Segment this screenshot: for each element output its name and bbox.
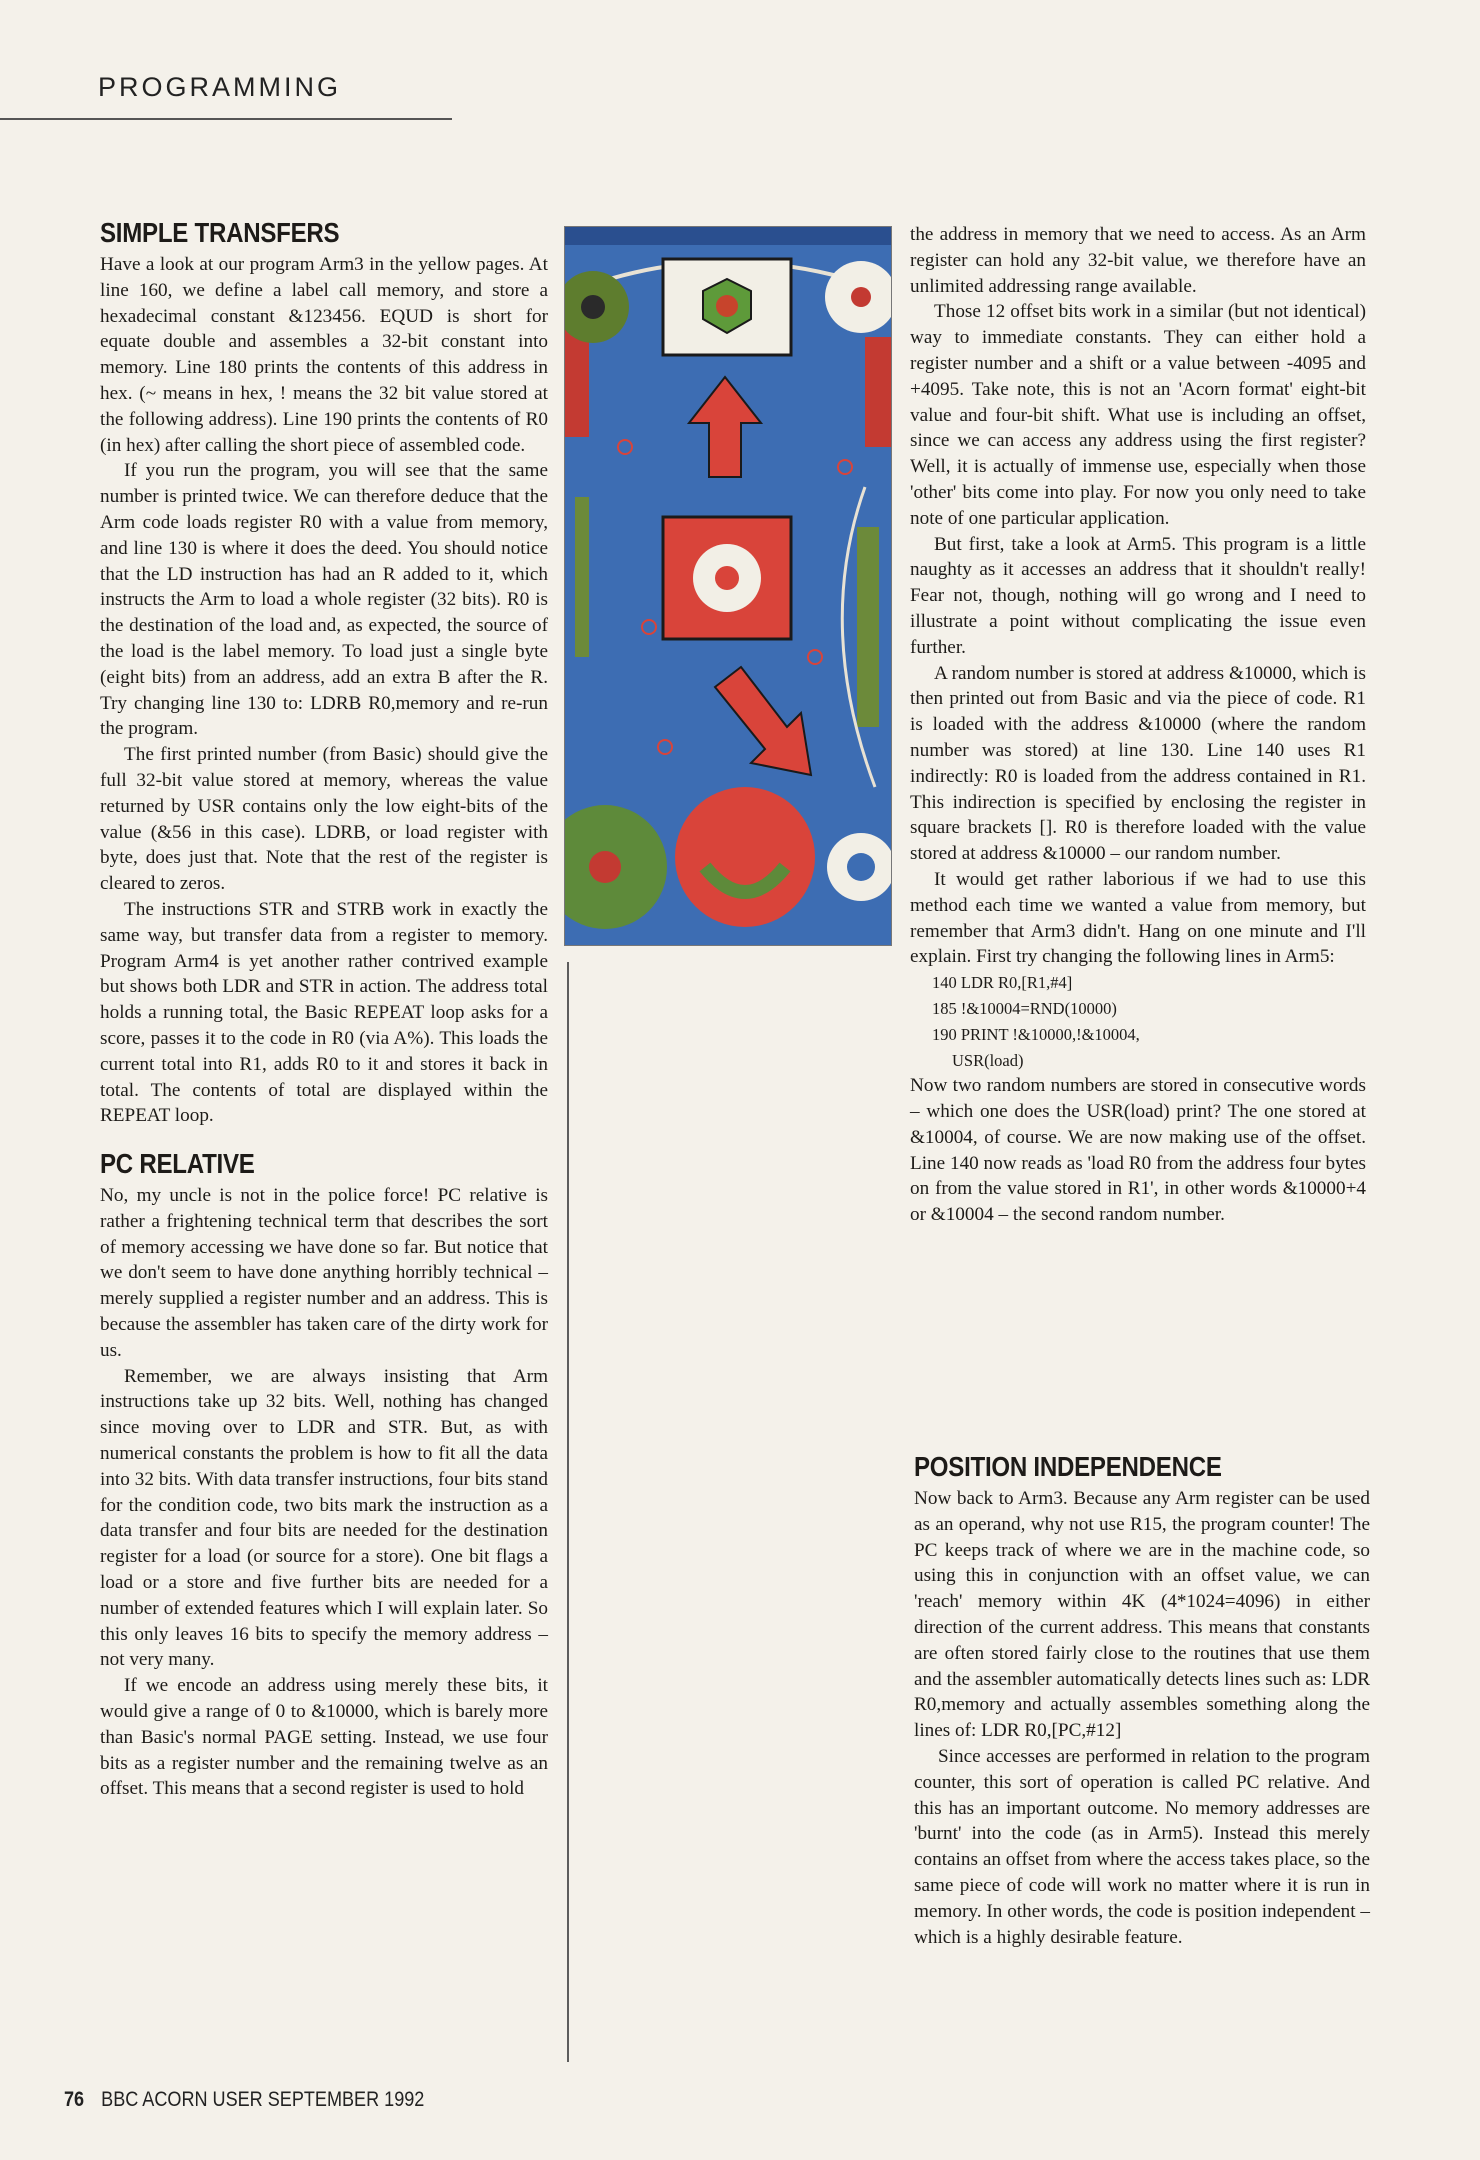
column-right-lower	[914, 1450, 1370, 1950]
column-left	[100, 216, 548, 1802]
paragraph: The instructions STR and STRB work in exactly the same way, but transfer data from a register to memory. Program Arm4 is yet another rather contrived example but shows both LDR and STR in action. The address total holds a running total, the Basic REPEAT loop asks for a score, passes it to the code in R0 (via A%). This loads the current total into R1, adds R0 to it and stores it back in total. The contents of total are displayed within the REPEAT loop.	[100, 898, 548, 1127]
paragraph: The first printed number (from Basic) should give the full 32-bit value stored at memory, whereas the value returned by USR contains only the low eight-bits of the value (&56 in this case). LDRB, or load register with byte, does just that. Note that the rest of the register is cleared to zeros.	[100, 744, 548, 895]
magazine-issue: BBC ACORN USER SEPTEMBER 1992	[101, 2088, 425, 2111]
nut-icon	[663, 259, 791, 355]
code-line: 190 PRINT !&10000,!&10004,	[932, 1024, 1140, 1044]
code-line: 185 !&10004=RND(10000)	[932, 998, 1117, 1018]
gear-icon	[675, 787, 815, 927]
heading-simple-transfers: SIMPLE TRANSFERS	[100, 217, 340, 248]
paragraph: Those 12 offset bits work in a similar (but not identical) way to immediate constants. They can either hold a register number and a shift or a value between -4095 and +4095. Take note, this is not an 'Acorn format' eight-bit value and four-bit shift. What use is including an offset, since we can access any address using the first register? Well, it is actually of immense use, especially when those 'other' bits come into play. For now you only need to take note of one particular application.	[910, 301, 1366, 529]
paragraph: No, my uncle is not in the police force! PC relative is rather a frightening technical term that describes the sort of memory accessing we have done so far. But notice that we don't seem to have done anything horribly technical – merely supplied a register number and an address. This is because the assembler has taken care of the dirty work for us.	[100, 1185, 548, 1361]
paragraph: If we encode an address using merely these bits, it would give a range of 0 to &10000, which is barely more than Basic's normal PAGE setting. Instead, we use four bits as a register number and the remaining twelve as an offset. This means that a second register is used to hold	[100, 1675, 548, 1800]
code-line: 140 LDR R0,[R1,#4]	[932, 973, 1073, 993]
paragraph: If you run the program, you will see that the same number is printed twice. We can therefore deduce that the Arm code loads register R0 with a value from memory, and line 130 is where it does the deed. You should notice that the LD instruction has had an R added to it, which instructs the Arm to load a whole register (32 bits). R0 is the destination of the load and, as expected, the source of the load is the label memory. To load just a single byte (eight bits) from an address, add an extra B after the R. Try changing line 130 to: LDRB R0,memory and re-run the program.	[100, 460, 548, 740]
section-rule	[0, 118, 452, 120]
paragraph: A random number is stored at address &10000, which is then printed out from Basic and via the piece of code. R1 is loaded with the address &10000 (where the random number was stored) at line 130. Line 140 uses R1 indirectly: R0 is loaded from the address contained in R1. This indirection is specified by enclosing the register in square brackets []. R0 is therefore loaded with the value stored at address &10000 – our random number.	[910, 662, 1366, 865]
paragraph: Now two random numbers are stored in consecutive words – which one does the USR(load) print? The one stored at &10004, of course. We are now making use of the offset. Line 140 now reads as 'load R0 from the address four bytes on from the value stored in R1', in other words &10000+4 or &10004 – the second random number.	[910, 1075, 1366, 1226]
paragraph: Have a look at our program Arm3 in the yellow pages. At line 160, we define a label call memory, and store a hexadecimal constant &123456. EQUD is short for equate double and assembles a 32-bit constant into memory. Line 180 prints the contents of this address in hex. (~ means in hex, ! means the 32 bit value stored at the following address). Line 190 prints the contents of R0 (in hex) after calling the short piece of assembled code.	[100, 254, 548, 456]
paragraph: Now back to Arm3. Because any Arm register can be used as an operand, why not use R15, the program counter! The PC keeps track of where we are in the machine code, so using this in conjunction with an offset value, we can 'reach' memory within 4K (4*1024=4096) in either direction of the current address. This means that constants are often stored fairly close to the routines that use them and the assembler automatically detects lines such as: LDR R0,memory and actually assembles something along the lines of: LDR R0,[PC,#12]	[914, 1488, 1370, 1742]
column-right	[910, 222, 1366, 1228]
column-rule	[567, 962, 569, 2062]
paragraph: It would get rather laborious if we had to use this method each time we wanted a value from memory, but remember that Arm3 didn't. Hang on one minute and I'll explain. First try changing the following lines in Arm5:	[910, 868, 1366, 968]
paragraph: But first, take a look at Arm5. This program is a little naughty as it accesses an address that it shouldn't really! Fear not, though, nothing will go wrong and I need to illustrate a point without complicating the issue even further.	[910, 533, 1366, 658]
cog-panel-icon	[663, 517, 791, 639]
heading-pc-relative: PC RELATIVE	[100, 1148, 255, 1180]
page-number: 76	[64, 2088, 85, 2111]
section-label: PROGRAMMING	[98, 72, 342, 102]
code-line: USR(load)	[952, 1050, 1024, 1070]
paragraph: Since accesses are performed in relation to the program counter, this sort of operation is called PC relative. And this has an important outcome. No memory addresses are 'burnt' into the code (as in Arm5). Instead this merely contains an offset from where the access takes place, so the same piece of code will work no matter where it is run in memory. In other words, the code is position independent – which is a highly desirable feature.	[914, 1745, 1370, 1948]
heading-position-independence: POSITION INDEPENDENCE	[914, 1451, 1222, 1482]
paragraph: the address in memory that we need to access. As an Arm register can hold any 32-bit value, we therefore have an unlimited addressing range available.	[910, 224, 1366, 297]
gears-illustration	[564, 226, 892, 946]
paragraph: Remember, we are always insisting that Arm instructions take up 32 bits. Well, nothing has changed since moving over to LDR and STR. But, as with numerical constants the problem is how to fit all the data into 32 bits. With data transfer instructions, four bits stand for the condition code, two bits mark the instruction as a data transfer and four bits are needed for the destination register for a load (or source for a store). One bit flags a load or a store and five further bits are needed for a number of extended features which I will explain later. So this only leaves 16 bits to specify the memory address – not very many.	[100, 1365, 548, 1671]
page-footer	[64, 2088, 424, 2112]
